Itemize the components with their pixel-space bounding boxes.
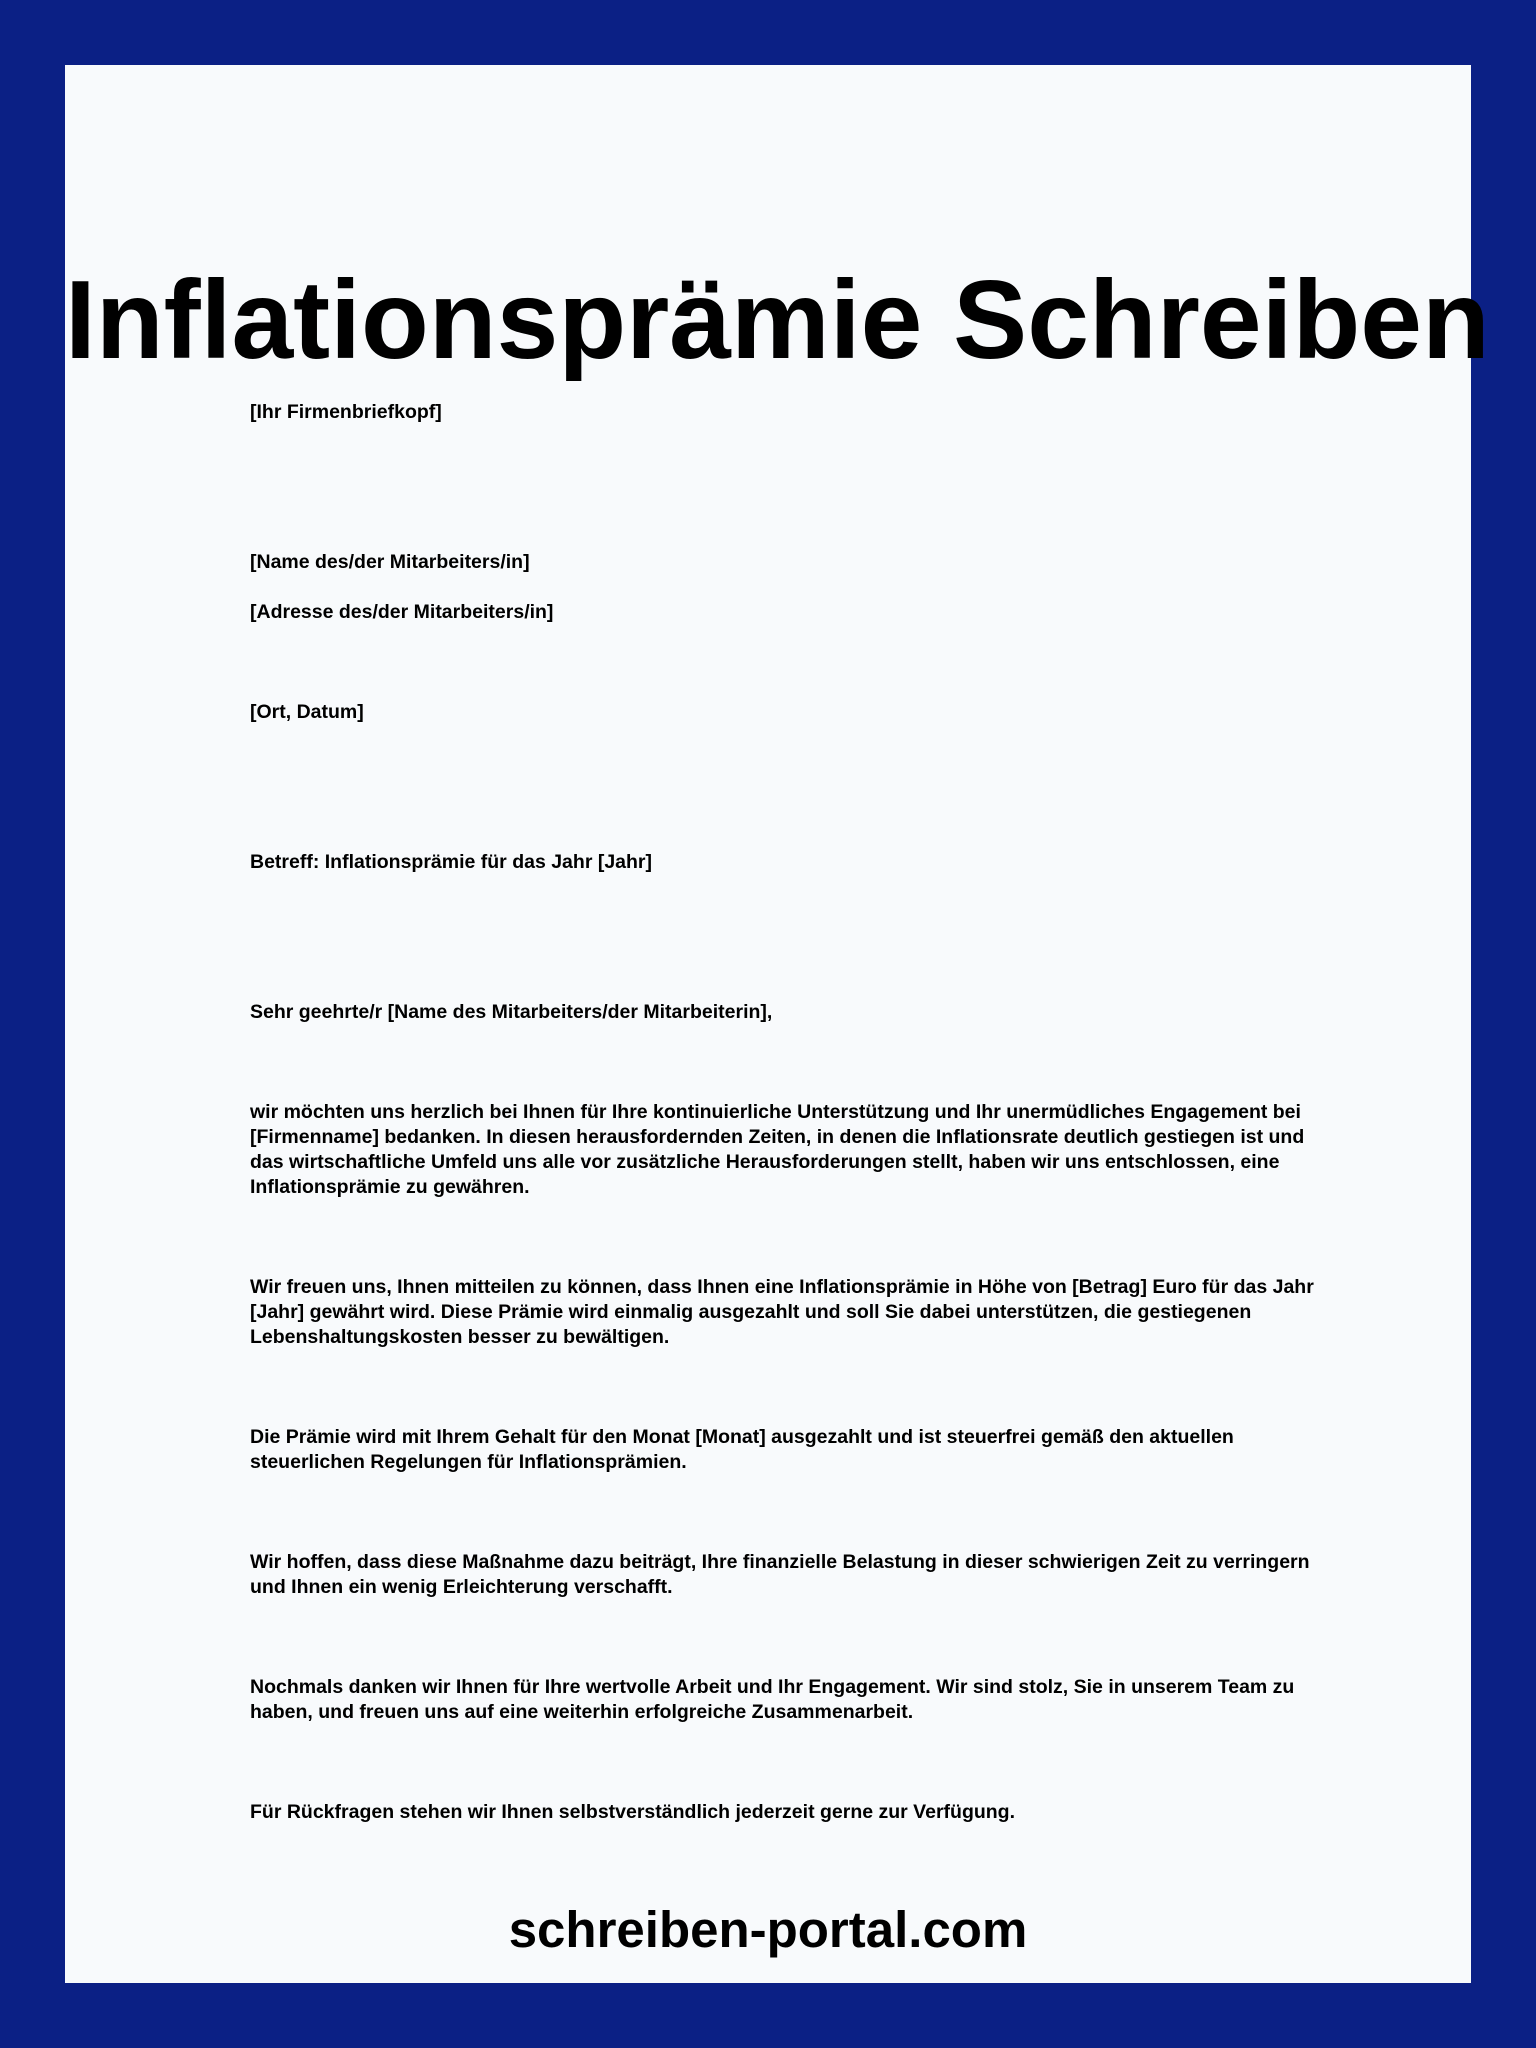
body-paragraph: Wir freuen uns, Ihnen mitteilen zu können, dass Ihnen eine Inflationsprämie in Höhe von [Betrag] Euro für das Jahr [Jahr] gewährt wird. Diese Prämie wird einmalig ausgezahlt und soll Sie dabei unterstützen, die gestiegenen Lebenshaltungskosten besser zu bewältigen. xyxy=(250,1276,1314,1348)
letterhead-placeholder: [Ihr Firmenbriefkopf] xyxy=(250,401,442,423)
body-paragraph: Nochmals danken wir Ihnen für Ihre wertvolle Arbeit und Ihr Engagement. Wir sind stolz, Sie in unserem Team zu haben, und freuen uns auf eine weiterhin erfolgreiche Zusammenarbeit. xyxy=(250,1676,1295,1723)
employee-name-placeholder: [Name des/der Mitarbeiters/in] xyxy=(250,551,530,573)
site-footer-link[interactable]: schreiben-portal.com xyxy=(508,1901,1028,1958)
letter-page xyxy=(65,65,1490,1983)
body-paragraph: Die Prämie wird mit Ihrem Gehalt für den Monat [Monat] ausgezahlt und ist steuerfrei gemäß den aktuellen steuerlichen Regelungen für Inflationsprämien. xyxy=(250,1426,1234,1473)
employee-address-placeholder: [Adresse des/der Mitarbeiters/in] xyxy=(250,601,554,623)
body-paragraph: Wir hoffen, dass diese Maßnahme dazu beiträgt, Ihre finanzielle Belastung in dieser schwierigen Zeit zu verringern und Ihnen ein wenig Erleichterung verschafft. xyxy=(250,1551,1310,1598)
place-date-placeholder: [Ort, Datum] xyxy=(250,701,364,723)
body-paragraph: wir möchten uns herzlich bei Ihnen für Ihre kontinuierliche Unterstützung und Ihr unermüdliches Engagement bei [Firmenname] bedanken. In diesen herausfordernden Zeiten, in denen die Inflationsrate deutlich gestiegen ist und das wirtschaftliche Umfeld uns alle vor zusätzliche Herausforderungen stellt, haben wir uns entschlossen, eine Inflationsprämie zu gewähren. xyxy=(250,1101,1305,1198)
body-paragraph: Für Rückfragen stehen wir Ihnen selbstverständlich jederzeit gerne zur Verfügung. xyxy=(250,1801,1016,1823)
salutation: Sehr geehrte/r [Name des Mitarbeiters/der Mitarbeiterin], xyxy=(250,1001,773,1023)
subject-line: Betreff: Inflationsprämie für das Jahr [Jahr] xyxy=(250,851,652,873)
page-title: Inflationsprämie Schreiben xyxy=(65,258,1490,382)
